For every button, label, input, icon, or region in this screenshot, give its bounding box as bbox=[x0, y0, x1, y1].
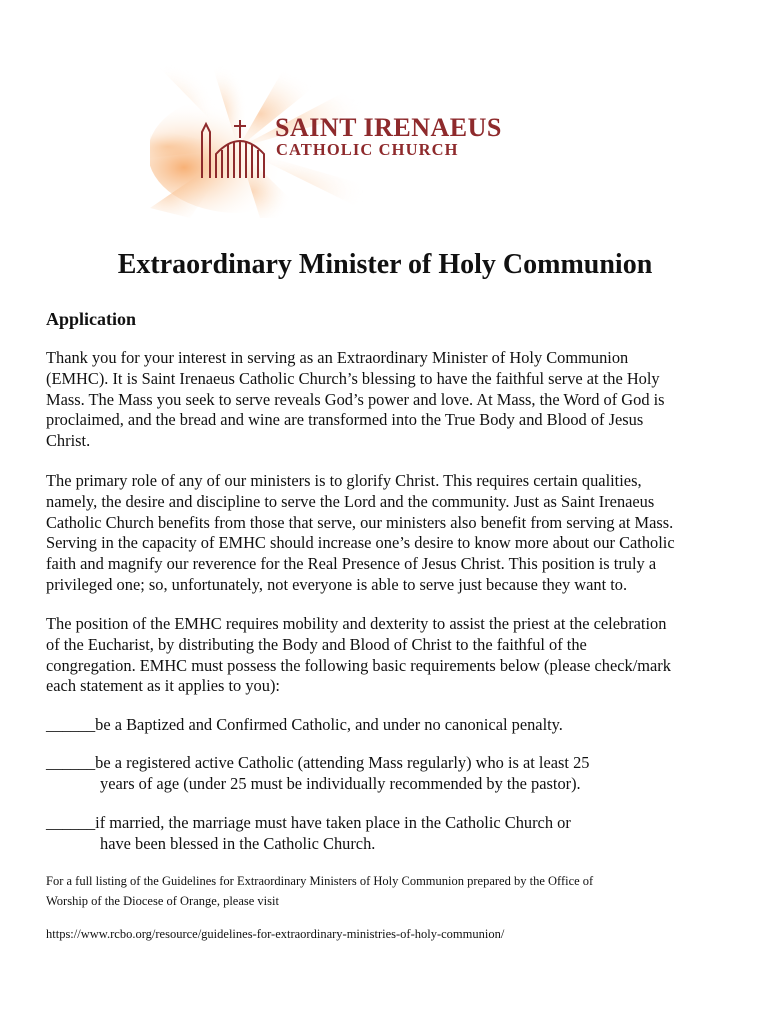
paragraph-line: namely, the desire and discipline to serve the Lord and the community. Just as Saint Irenaeus bbox=[46, 491, 655, 511]
paragraph-line: faith and magnify our reverence for the Real Presence of Jesus Christ. This position is truly a bbox=[46, 554, 657, 574]
logo-church-subtitle: CATHOLIC CHURCH bbox=[276, 140, 459, 159]
requirement-text: have been blessed in the Catholic Church. bbox=[100, 833, 376, 853]
note-line: Worship of the Diocese of Orange, please visit bbox=[46, 894, 279, 908]
paragraph-line: each statement as it applies to you): bbox=[46, 676, 280, 696]
requirement-text: years of age (under 25 must be individually recommended by the pastor). bbox=[100, 773, 581, 793]
paragraph-line: proclaimed, and the bread and wine are transformed into the True Body and Blood of Jesus bbox=[46, 410, 644, 430]
document-title: Extraordinary Minister of Holy Communion bbox=[117, 249, 653, 280]
requirement-item-baptized[interactable] bbox=[46, 715, 736, 736]
note-line: For a full listing of the Guidelines for Extraordinary Ministers of Holy Communion prepared by the Office of bbox=[46, 874, 594, 888]
logo-church-name: SAINT IRENAEUS bbox=[275, 113, 502, 142]
paragraph-line: Serving in the capacity of EMHC should increase one’s desire to know more about our Catholic bbox=[46, 533, 675, 553]
paragraph-line: The position of the EMHC requires mobility and dexterity to assist the priest at the celebration bbox=[46, 614, 667, 633]
intro-paragraph bbox=[46, 348, 736, 452]
requirement-item-married[interactable] bbox=[46, 813, 736, 855]
requirement-item-registered[interactable] bbox=[46, 753, 736, 795]
guidelines-note bbox=[46, 871, 746, 911]
requirement-text: ______be a Baptized and Confirmed Catholic, and under no canonical penalty. bbox=[46, 715, 563, 734]
requirements-intro-paragraph bbox=[46, 614, 736, 697]
paragraph-line: Thank you for your interest in serving as an Extraordinary Minister of Holy Communion bbox=[46, 348, 629, 367]
paragraph-line: Catholic Church benefits from those that serve, our ministers also benefit from serving at Mass. bbox=[46, 512, 674, 532]
paragraph-line: privileged one; so, unfortunately, not everyone is able to serve just because they want to. bbox=[46, 574, 628, 594]
guidelines-link[interactable]: https://www.rcbo.org/resource/guidelines-for-extraordinary-ministries-of-holy-communion/ bbox=[46, 927, 505, 941]
requirement-text: ______be a registered active Catholic (attending Mass regularly) who is at least 25 bbox=[46, 753, 590, 772]
requirement-text: ______if married, the marriage must have taken place in the Catholic Church or bbox=[46, 813, 571, 832]
guidelines-url[interactable] bbox=[46, 924, 746, 944]
paragraph-line: Christ. bbox=[46, 431, 91, 451]
paragraph-line: congregation. EMHC must possess the following basic requirements below (please check/mark bbox=[46, 655, 671, 675]
paragraph-line: The primary role of any of our ministers is to glorify Christ. This requires certain qualities, bbox=[46, 471, 642, 490]
section-heading: Application bbox=[46, 309, 137, 329]
paragraph-line: of the Eucharist, by distributing the Body and Blood of Christ to the faithful of the bbox=[46, 634, 587, 654]
role-paragraph bbox=[46, 471, 736, 596]
paragraph-line: Mass. The Mass you seek to serve reveals God’s power and love. At Mass, the Word of God is bbox=[46, 389, 665, 409]
paragraph-line: (EMHC). It is Saint Irenaeus Catholic Church’s blessing to have the faithful serve at the Holy bbox=[46, 368, 660, 388]
